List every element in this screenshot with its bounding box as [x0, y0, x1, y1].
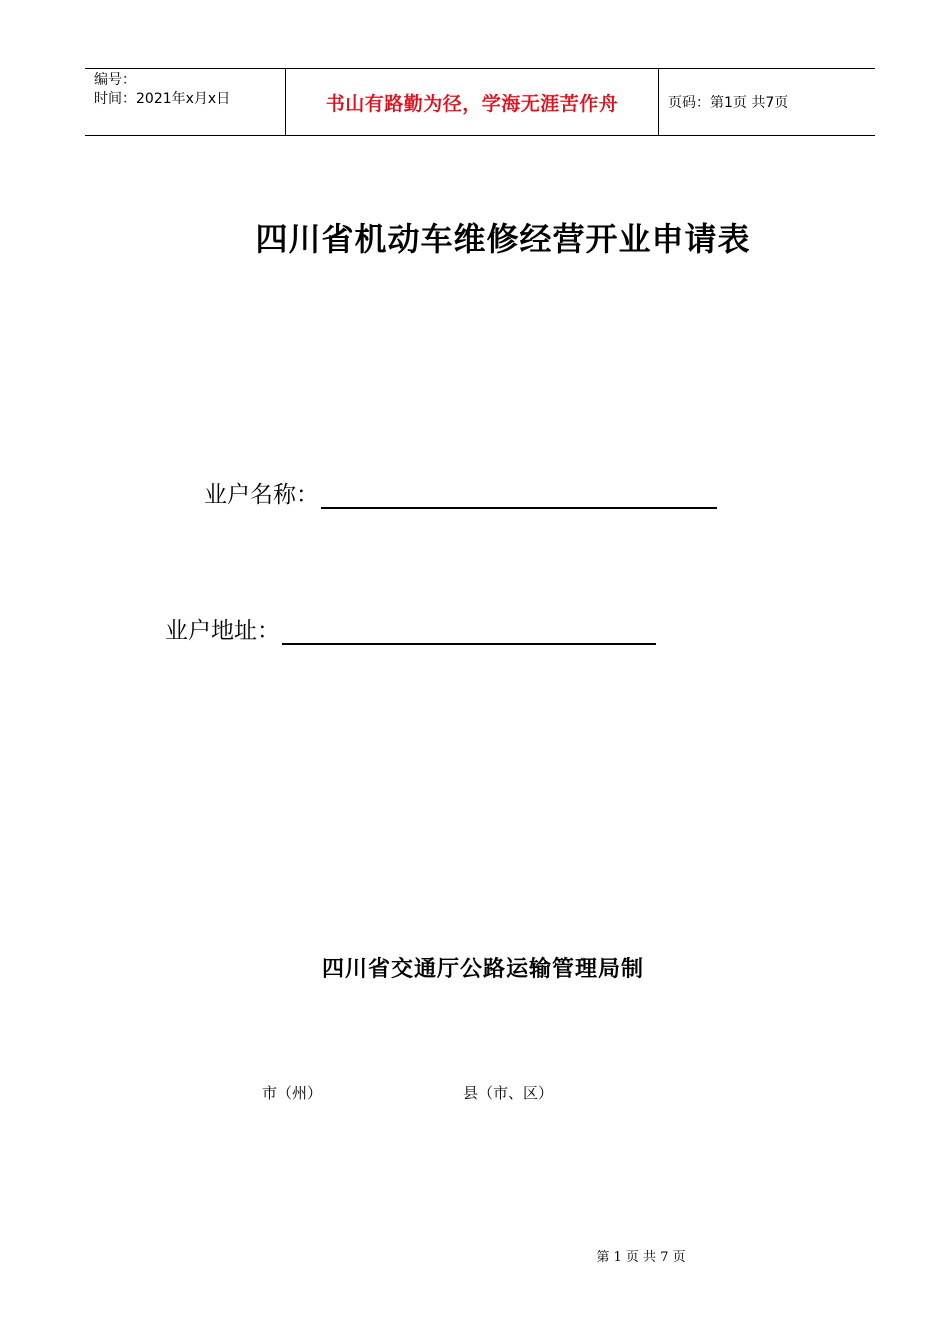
business-name-label: 业户名称： — [204, 482, 319, 508]
business-address-blank[interactable] — [282, 615, 656, 645]
business-name-blank[interactable] — [321, 479, 717, 509]
header-motto-cell — [286, 69, 659, 135]
number-label: 编号： — [94, 72, 136, 88]
page-label: 页码：第1页 共7页 — [668, 95, 789, 111]
time-label: 时间：2021年x月x日 — [94, 91, 231, 107]
header-table — [85, 68, 875, 136]
header-page-cell — [659, 69, 875, 135]
document-title: 四川省机动车维修经营开业申请表 — [255, 220, 751, 258]
business-address-label: 业户地址： — [165, 618, 280, 644]
city-label: 市（州） — [262, 1084, 323, 1102]
page-footer: 第 1 页 共 7 页 — [596, 1250, 686, 1265]
header-meta-cell — [85, 69, 286, 135]
business-address-field — [165, 612, 656, 645]
issuer-line: 四川省交通厅公路运输管理局制 — [321, 957, 644, 982]
business-name-field — [204, 476, 717, 509]
motto-text: 书山有路勤为径，学海无涯苦作舟 — [325, 92, 619, 115]
county-label: 县（市、区） — [463, 1084, 554, 1102]
